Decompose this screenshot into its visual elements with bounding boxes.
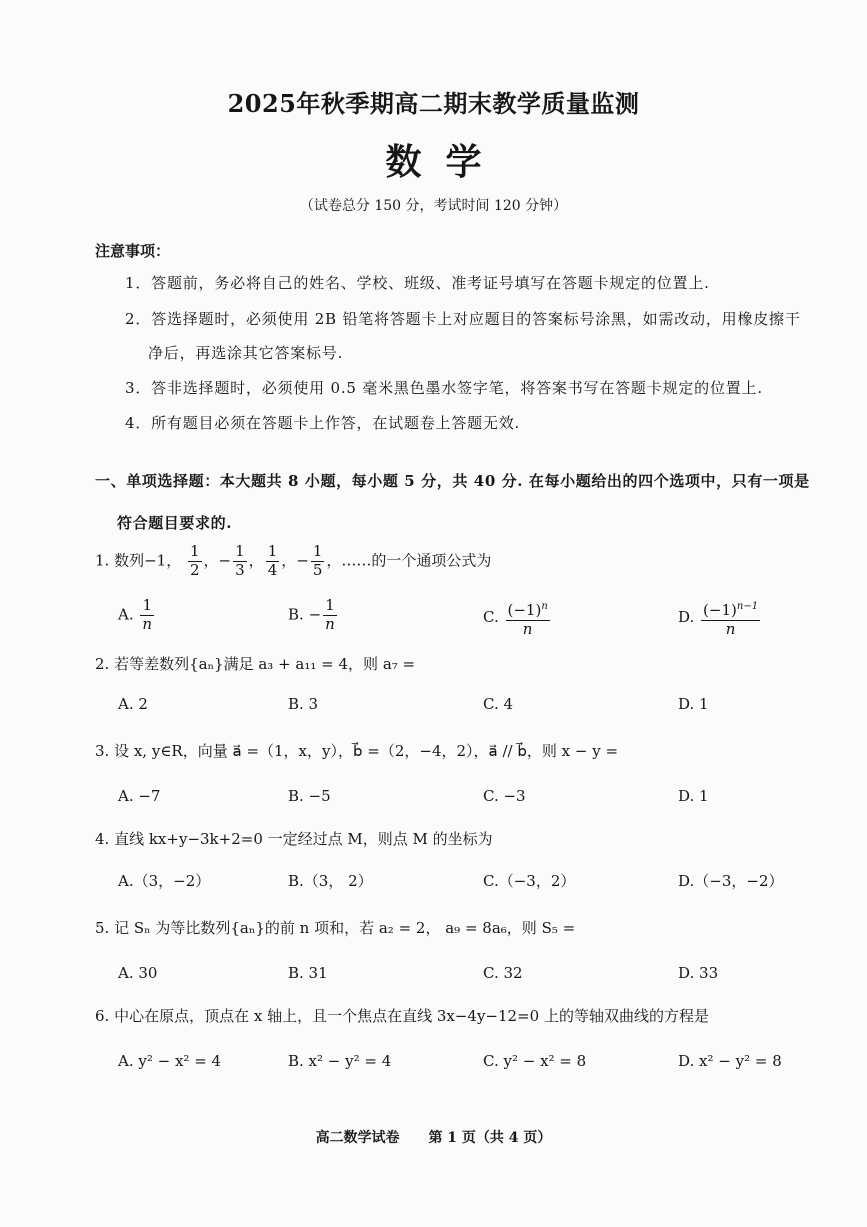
q1-option-a: A. $\frac{1}{n}$ bbox=[118, 596, 153, 633]
q1-frac-1: $\frac{1}{2}$ bbox=[190, 542, 200, 579]
q2-option-c: C. 4 bbox=[483, 695, 514, 713]
q6-option-a: A. y² − x² = 4 bbox=[118, 1052, 222, 1070]
q2-option-b: B. 3 bbox=[288, 695, 319, 713]
note-item-4: 4．所有题目必须在答题卡上作答，在试题卷上答题无效. bbox=[125, 414, 521, 432]
footer-page-number: 第 1 页（共 4 页） bbox=[428, 1130, 552, 1146]
q1-option-b: B. − $\frac{1}{n}$ bbox=[288, 596, 335, 633]
q3-option-a: A. −7 bbox=[118, 787, 161, 805]
question-6: 6. 中心在原点，顶点在 x 轴上，且一个焦点在直线 3x−4y−12=0 上的等轴双曲线的方程是 bbox=[95, 1007, 709, 1025]
q3-option-b: B. −5 bbox=[288, 787, 331, 805]
notes-heading: 注意事项： bbox=[95, 242, 171, 260]
q1-option-c: C. $\frac{(-1)^n}{n}$ bbox=[483, 598, 552, 638]
q6-option-c: C. y² − x² = 8 bbox=[483, 1052, 587, 1070]
footer-paper-name: 高二数学试卷 bbox=[315, 1130, 400, 1146]
section-heading: 一、单项选择题：本大题共 8 小题，每小题 5 分，共 40 分. 在每小题给出的四个选项中，只有一项是 bbox=[95, 472, 810, 490]
q1-tail: ，……的一个通项公式为 bbox=[326, 551, 492, 570]
note-item-2: 2．答选择题时，必须使用 2B 铅笔将答题卡上对应题目的答案标号涂黑，如需改动，用橡皮擦干 bbox=[125, 310, 801, 328]
q2-option-a: A. 2 bbox=[118, 695, 148, 713]
exam-title: 2025年秋季期高二期末教学质量监测 bbox=[227, 89, 640, 118]
q1-term-1: −1， bbox=[144, 551, 182, 570]
q5-option-d: D. 33 bbox=[678, 964, 719, 982]
note-item-3: 3．答非选择题时，必须使用 0.5 毫米黑色墨水签字笔，将答案书写在答题卡规定的位置上. bbox=[125, 379, 763, 397]
subject-title: 数学 bbox=[385, 141, 506, 183]
question-3: 3. 设 x, y∈R，向量 a⃗ =（1，x，y），b⃗ =（2，−4，2），a⃗ // b⃗，则 x − y = bbox=[95, 742, 619, 760]
q4-option-c: C.（−3，2） bbox=[483, 872, 576, 890]
q1-num: 1. 数列 bbox=[95, 551, 145, 570]
q3-option-d: D. 1 bbox=[678, 787, 709, 805]
question-4: 4. 直线 kx+y−3k+2=0 一定经过点 M，则点 M 的坐标为 bbox=[95, 830, 493, 848]
q6-option-d: D. x² − y² = 8 bbox=[678, 1052, 782, 1070]
q4-option-d: D.（−3，−2） bbox=[678, 872, 784, 890]
q1-frac-2: $\frac{1}{3}$ bbox=[235, 542, 245, 579]
question-2: 2. 若等差数列{aₙ}满足 a₃ + a₁₁ = 4，则 a₇ = bbox=[95, 655, 416, 673]
q4-option-a: A.（3，−2） bbox=[118, 872, 211, 890]
q1-option-d: D. $\frac{(-1)^{n-1}}{n}$ bbox=[678, 598, 762, 638]
q2-option-d: D. 1 bbox=[678, 695, 709, 713]
page-footer bbox=[0, 1127, 867, 1147]
q1-frac-4: $\frac{1}{5}$ bbox=[312, 542, 323, 579]
q4-option-b: B.（3， 2） bbox=[288, 872, 373, 890]
q5-option-b: B. 31 bbox=[288, 964, 328, 982]
note-item-2-cont: 净后，再选涂其它答案标号. bbox=[148, 344, 344, 362]
q1-frac-3: $\frac{1}{4}$ bbox=[267, 542, 278, 579]
section-heading-cont: 符合题目要求的. bbox=[117, 514, 233, 532]
q5-option-c: C. 32 bbox=[483, 964, 523, 982]
q3-option-c: C. −3 bbox=[483, 787, 526, 805]
q6-option-b: B. x² − y² = 4 bbox=[288, 1052, 392, 1070]
note-item-1: 1．答题前，务必将自己的姓名、学校、班级、准考证号填写在答题卡规定的位置上. bbox=[125, 274, 710, 292]
question-1: 1. 数列−1， $\frac{1}{2}$ ，− $\frac{1}{3}$ ， $\frac{1}{4}$ ，− $\frac{1}{5}$ ，……的一个通项公式为 bbox=[95, 542, 492, 579]
q5-option-a: A. 30 bbox=[118, 964, 158, 982]
exam-meta: （试卷总分 150 分，考试时间 120 分钟） bbox=[299, 198, 568, 214]
question-5: 5. 记 Sₙ 为等比数列{aₙ}的前 n 项和，若 a₂ = 2， a₉ = 8a₆，则 S₅ = bbox=[95, 919, 576, 937]
